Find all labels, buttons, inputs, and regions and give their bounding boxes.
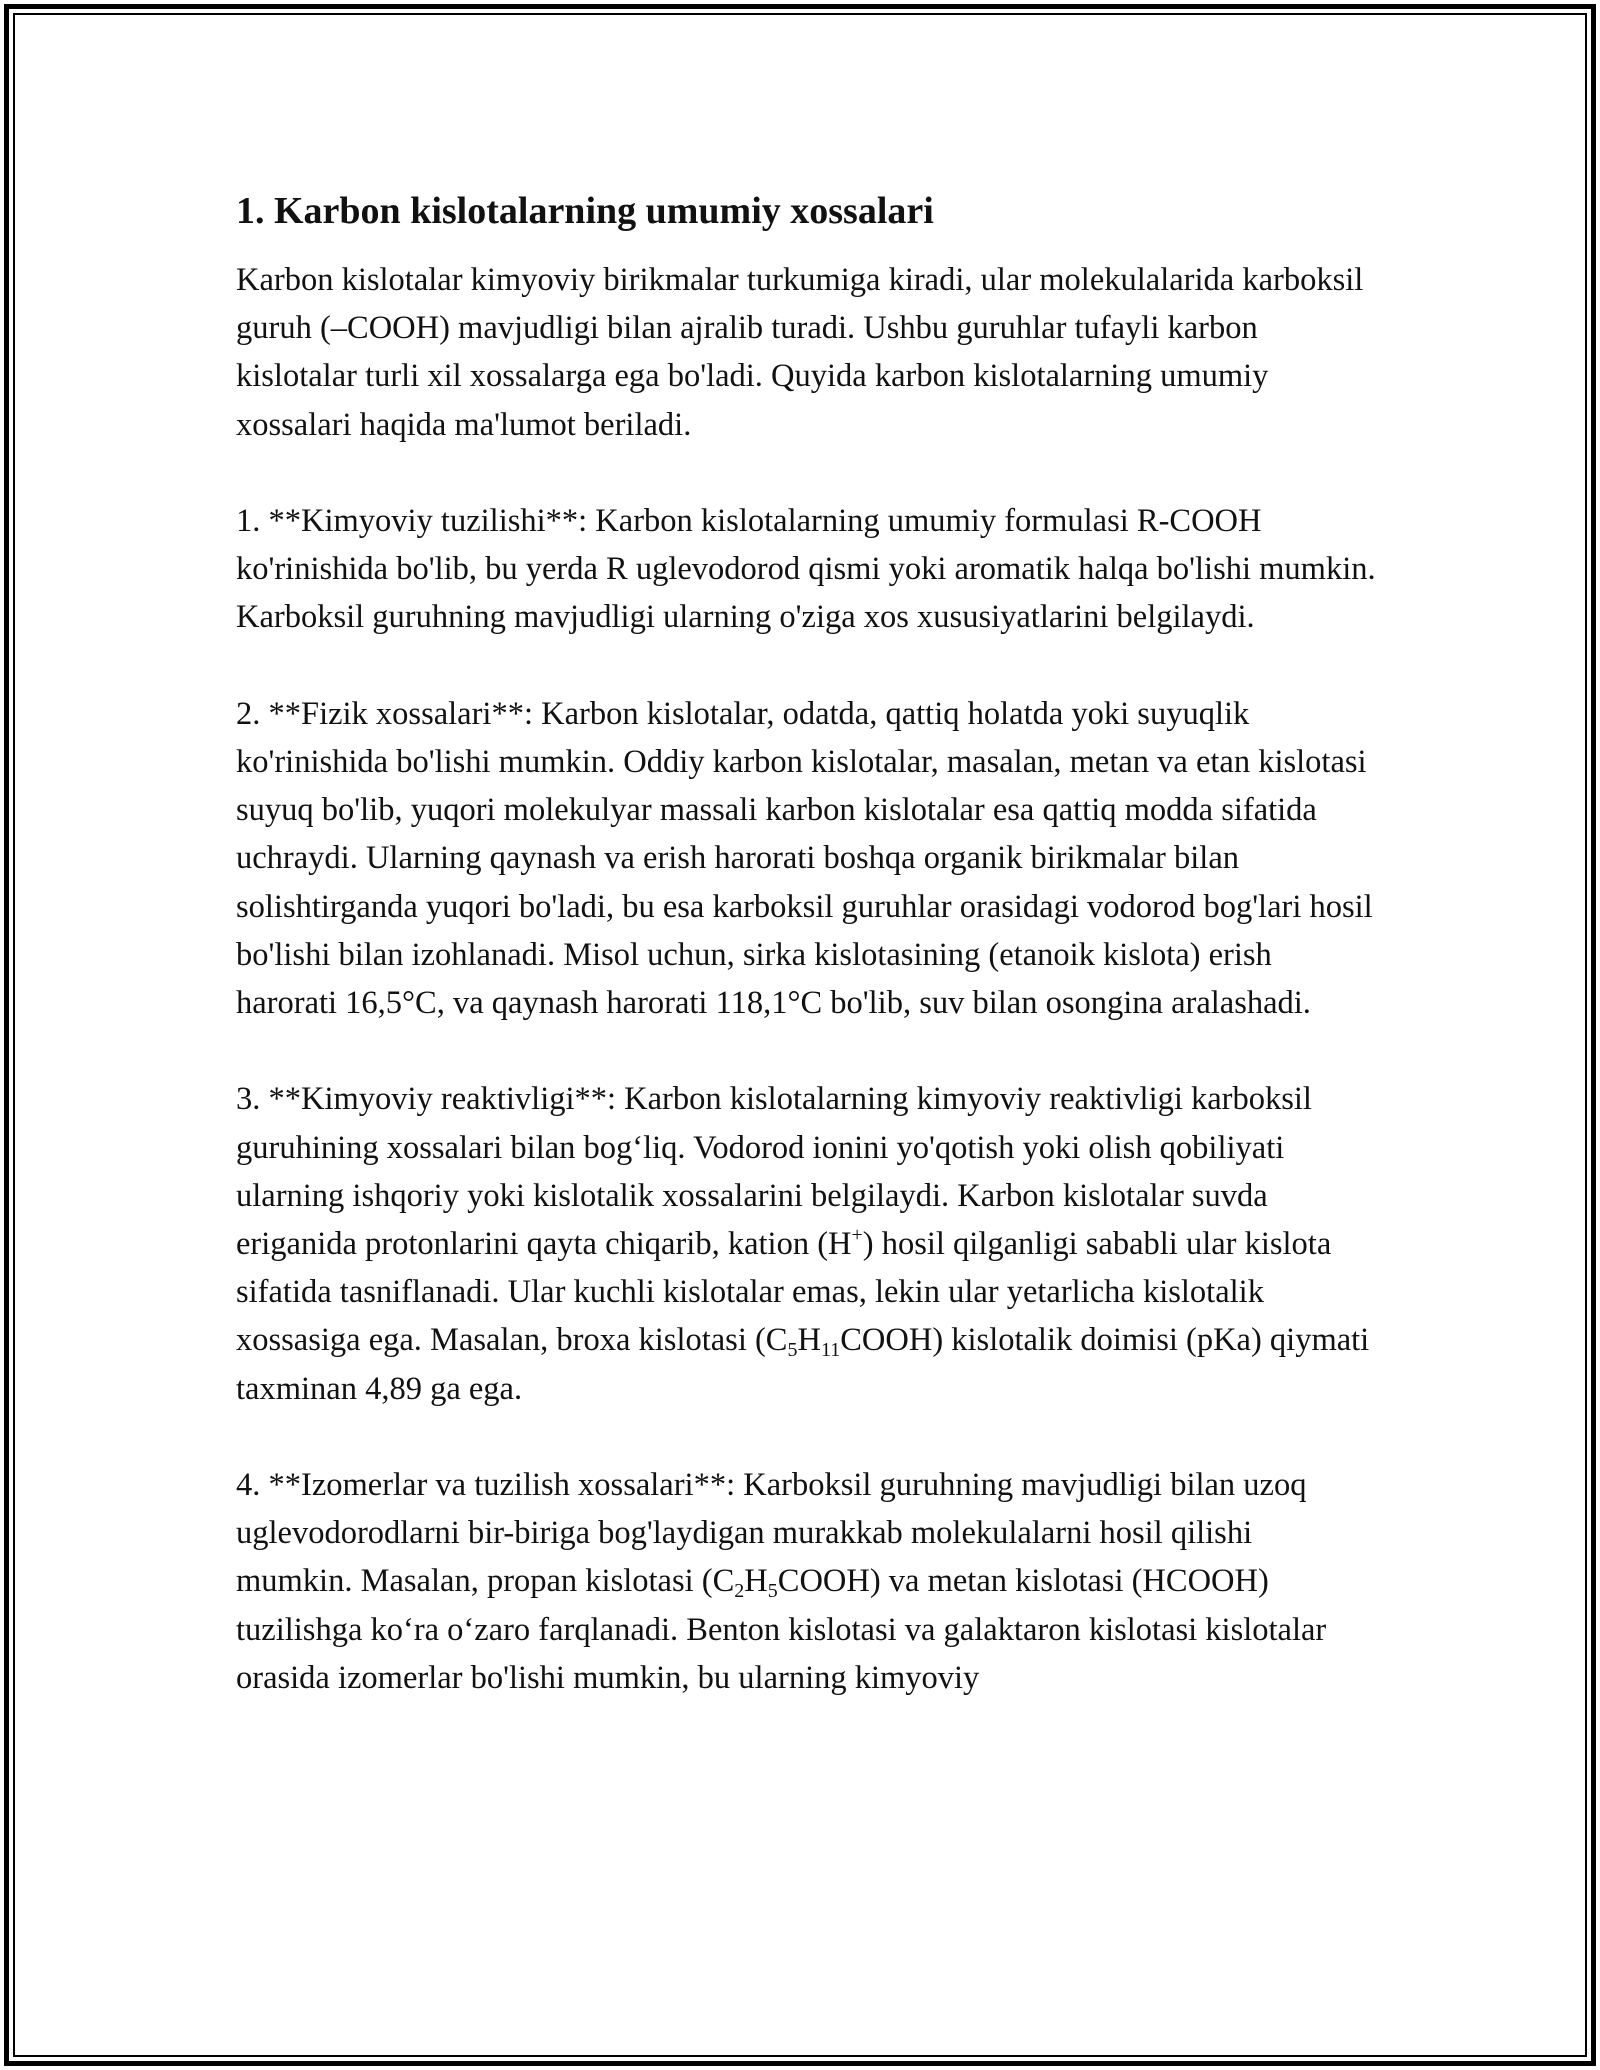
text-run: H xyxy=(797,1322,821,1359)
intro-paragraph: Karbon kislotalar kimyoviy birikmalar turkumiga kiradi, ular molekulalarida karboksil guruh (–COOH) mavjudligi bilan ajralib turadi. Ushbu guruhlar tufayli karbon kislotalar turli xil xossalarga ega bo'ladi. Quyida karbon kislotalarning umumiy xossalari haqida ma'lumot beriladi. xyxy=(236,262,1364,443)
subscript: 11 xyxy=(820,1339,841,1362)
superscript: + xyxy=(851,1224,863,1247)
section-heading: 1. Karbon kislotalarning umumiy xossalari xyxy=(236,190,934,232)
text-run: 3. **Kimyoviy reaktivligi**: Karbon kislotalarning kimyoviy reaktivligi karboksil guruhining xossalari bilan bog‘liq. Vodorod ionini yo'qotish yoki olish qobiliyati ularning ishqoriy yoki kislotalik xossalarini belgilaydi. Karbon kislotalar suvda eriganida protonlarini qayta chiqarib, kation (H xyxy=(236,1081,1312,1263)
item-isomers xyxy=(236,1461,1376,1702)
subscript: 5 xyxy=(767,1580,778,1603)
text-run: ) hosil qilganligi sababli ular kislota sifatida tasniflanadi. Ular kuchli kislotalar emas, lekin ular yetarlicha kislotalik xossasiga ega. Masalan, broxa kislotasi (C xyxy=(236,1226,1332,1359)
text-run: 4. **Izomerlar va tuzilish xossalari**: Karboksil guruhning mavjudligi bilan uzoq uglevodorodlarni bir-biriga bog'laydigan murakkab molekulalarni hosil qilishi mumkin. Masalan, propan kislotasi (C xyxy=(236,1467,1307,1600)
item-chemical-reactivity xyxy=(236,1075,1376,1412)
text-run: COOH) kislotalik doimisi (pKa) qiymati taxminan 4,89 ga ega. xyxy=(236,1322,1370,1407)
document-body xyxy=(236,187,1376,1750)
subscript: 5 xyxy=(787,1339,798,1362)
text-run: COOH) va metan kislotasi (HCOOH) tuzilishga ko‘ra o‘zaro farqlanadi. Benton kislotasi va galaktaron kislotasi kislotalar orasida izomerlar bo'lishi mumkin, bu ularning kimyoviy xyxy=(236,1563,1327,1696)
text-run: H xyxy=(744,1563,768,1600)
item-physical-properties: 2. **Fizik xossalari**: Karbon kislotalar, odatda, qattiq holatda yoki suyuqlik ko'rinishida bo'lishi mumkin. Oddiy karbon kislotalar, masalan, metan va etan kislotasi suyuq bo'lib, yuqori molekulyar massali karbon kislotalar esa qattiq modda sifatida uchraydi. Ularning qaynash va erish harorati boshqa organik birikmalar bilan solishtirganda yuqori bo'ladi, bu esa karboksil guruhlar orasidagi vodorod bog'lari hosil bo'lishi bilan izohlanadi. Misol uchun, sirka kislotasining (etanoik kislota) erish harorati 16,5°C, va qaynash harorati 118,1°C bo'lib, suv bilan osongina aralashadi. xyxy=(236,695,1373,1022)
item-chemical-structure: 1. **Kimyoviy tuzilishi**: Karbon kislotalarning umumiy formulasi R-COOH ko'rinishida bo'lib, bu yerda R uglevodorod qismi yoki aromatik halqa bo'lishi mumkin. Karboksil guruhning mavjudligi ularning o'ziga xos xususiyatlarini belgilaydi. xyxy=(236,503,1376,636)
subscript: 2 xyxy=(734,1580,745,1603)
